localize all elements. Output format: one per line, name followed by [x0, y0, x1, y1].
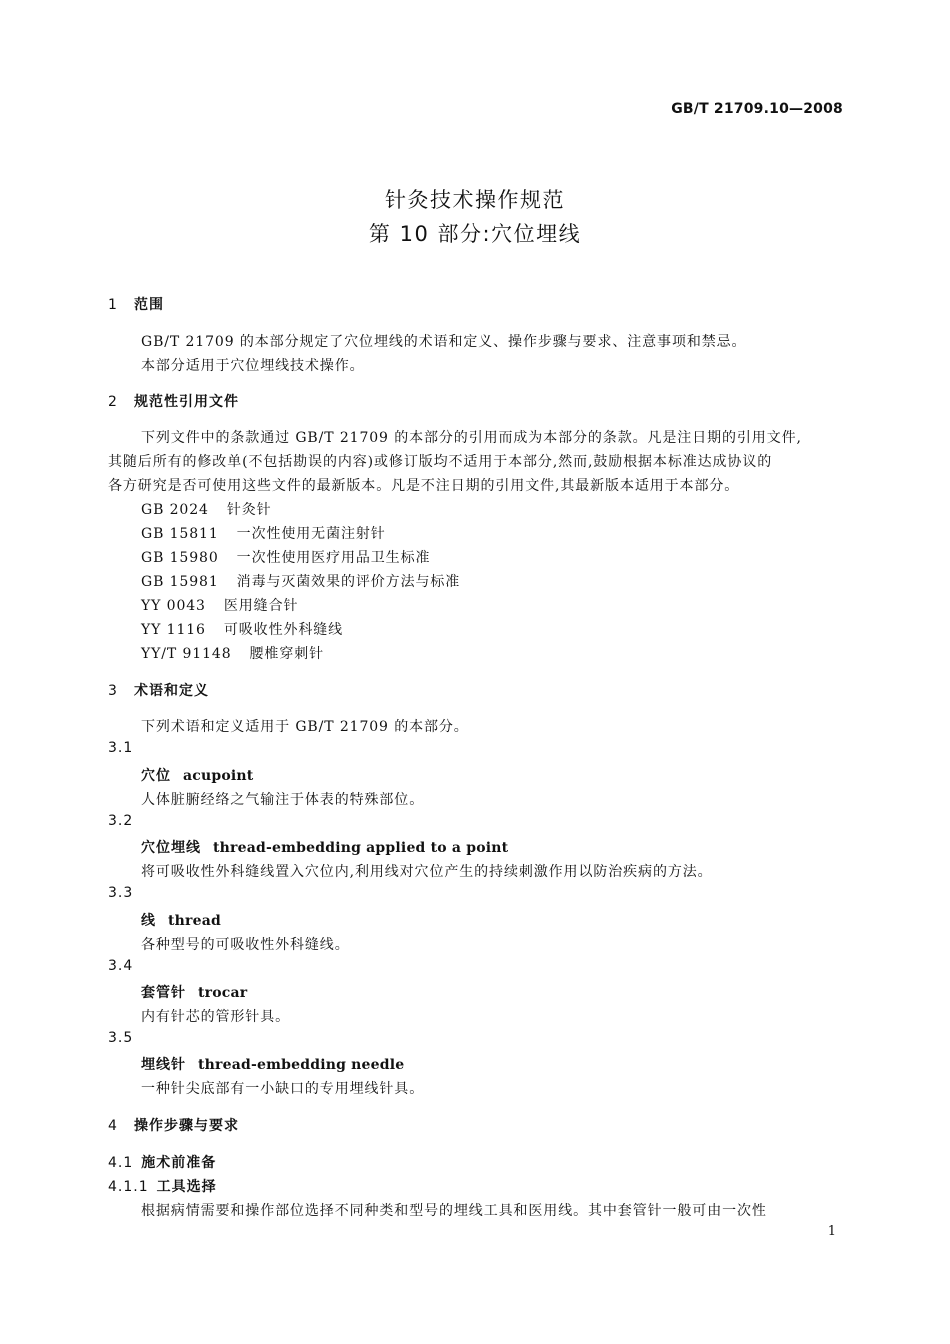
section-title: 术语和定义 — [134, 683, 209, 699]
reference-code: YY/T 91148 — [141, 646, 232, 662]
term-number — [108, 813, 133, 829]
clause-number: 3.1 — [108, 740, 134, 756]
term-heading — [141, 837, 508, 857]
section-number: 2 — [108, 394, 118, 410]
term-heading — [141, 910, 221, 930]
paragraph: GB/T 21709 的本部分规定了穴位埋线的术语和定义、操作步骤与要求、注意事项和禁忌。 — [141, 334, 747, 350]
subsection-4-1-1-heading — [108, 1176, 217, 1196]
reference-title: 一次性使用医疗用品卫生标准 — [236, 550, 431, 566]
reference-title: 腰椎穿刺针 — [249, 646, 325, 662]
clause-number: 3.4 — [108, 958, 134, 974]
term-english: thread — [168, 913, 221, 929]
term-english: thread-embedding needle — [198, 1057, 405, 1073]
paragraph: 本部分适用于穴位埋线技术操作。 — [141, 358, 365, 374]
reference-item — [141, 571, 460, 591]
term-chinese: 穴位埋线 — [141, 840, 201, 856]
term-definition: 人体脏腑经络之气输注于体表的特殊部位。 — [141, 792, 425, 808]
section-title: 操作步骤与要求 — [134, 1118, 239, 1134]
document-title: 针灸技术操作规范 — [385, 188, 565, 212]
term-english: acupoint — [183, 768, 254, 784]
subsection-4-1-heading — [108, 1152, 216, 1172]
standard-code-header: GB/T 21709.10—2008 — [671, 101, 843, 117]
reference-title: 医用缝合针 — [223, 598, 299, 614]
paragraph: 根据病情需要和操作部位选择不同种类和型号的埋线工具和医用线。其中套管针一般可由一次性 — [141, 1203, 767, 1219]
reference-title: 消毒与灭菌效果的评价方法与标准 — [236, 574, 461, 590]
reference-title: 可吸收性外科缝线 — [223, 622, 344, 638]
reference-code: GB 15980 — [141, 550, 219, 566]
reference-code: GB 15981 — [141, 574, 219, 590]
document-subtitle: 第 10 部分:穴位埋线 — [368, 222, 582, 246]
clause-number: 3.5 — [108, 1030, 134, 1046]
term-number — [108, 740, 133, 756]
section-number: 4 — [108, 1118, 118, 1134]
reference-item — [141, 547, 430, 567]
page-number: 1 — [827, 1224, 836, 1239]
term-chinese: 埋线针 — [141, 1057, 186, 1073]
section-2-heading — [108, 391, 239, 411]
term-heading — [141, 1054, 404, 1074]
reference-item — [141, 619, 343, 639]
clause-number: 3.2 — [108, 813, 134, 829]
clause-number: 4.1.1 — [108, 1179, 149, 1195]
reference-code: GB 2024 — [141, 502, 209, 518]
section-number: 1 — [108, 297, 118, 313]
reference-code: YY 1116 — [141, 622, 206, 638]
reference-item — [141, 643, 324, 663]
clause-number: 3.3 — [108, 885, 134, 901]
reference-item — [141, 523, 386, 543]
paragraph-line: 下列文件中的条款通过 GB/T 21709 的本部分的引用而成为本部分的条款。凡是注日期的引用文件, — [141, 430, 802, 446]
paragraph-line: 各方研究是否可使用这些文件的最新版本。凡是不注日期的引用文件,其最新版本适用于本部分。 — [108, 478, 740, 494]
term-chinese: 套管针 — [141, 985, 186, 1001]
clause-number: 4.1 — [108, 1155, 134, 1171]
section-number: 3 — [108, 683, 118, 699]
term-chinese: 穴位 — [141, 768, 171, 784]
section-title: 范围 — [134, 297, 164, 313]
term-heading — [141, 765, 253, 785]
reference-item — [141, 499, 272, 519]
term-number — [108, 1030, 133, 1046]
term-definition: 内有针芯的管形针具。 — [141, 1009, 290, 1025]
section-1-heading — [108, 294, 164, 314]
term-heading — [141, 982, 247, 1002]
subsection-title: 工具选择 — [156, 1179, 217, 1195]
reference-item — [141, 595, 298, 615]
term-chinese: 线 — [141, 913, 156, 929]
paragraph-line: 其随后所有的修改单(不包括勘误的内容)或修订版均不适用于本部分,然而,鼓励根据本标准达成协议的 — [108, 454, 773, 470]
section-title: 规范性引用文件 — [134, 394, 239, 410]
reference-code: YY 0043 — [141, 598, 206, 614]
subsection-title: 施术前准备 — [141, 1155, 217, 1171]
term-definition: 将可吸收性外科缝线置入穴位内,利用线对穴位产生的持续刺激作用以防治疾病的方法。 — [141, 864, 713, 880]
term-english: trocar — [198, 985, 248, 1001]
term-number — [108, 958, 133, 974]
paragraph: 下列术语和定义适用于 GB/T 21709 的本部分。 — [141, 719, 469, 735]
section-3-heading — [108, 680, 209, 700]
reference-title: 一次性使用无菌注射针 — [236, 526, 386, 542]
reference-title: 针灸针 — [226, 502, 272, 518]
section-4-heading — [108, 1115, 239, 1135]
term-number — [108, 885, 133, 901]
term-definition: 一种针尖底部有一小缺口的专用埋线针具。 — [141, 1081, 425, 1097]
term-definition: 各种型号的可吸收性外科缝线。 — [141, 937, 350, 953]
term-english: thread-embedding applied to a point — [213, 840, 509, 856]
reference-code: GB 15811 — [141, 526, 219, 542]
